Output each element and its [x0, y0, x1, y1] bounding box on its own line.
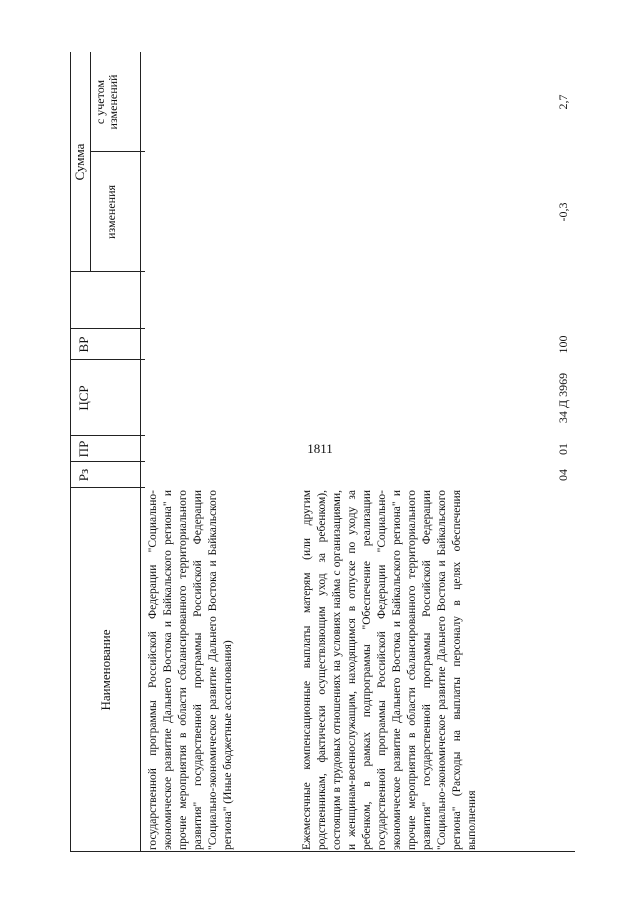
sum-divider [90, 52, 91, 272]
header-sum: Сумма [72, 143, 87, 181]
header-change: изменения [104, 184, 118, 240]
header-with-changes: с учетом изменений [93, 74, 120, 130]
row-2-vr: 100 [556, 335, 570, 354]
row-2-rz: 04 [556, 469, 570, 481]
header-name: Наименование [98, 629, 113, 711]
header-rz: Рз [76, 468, 91, 482]
table-top-border [70, 52, 71, 852]
page-number: 1811 [307, 441, 333, 456]
header-pr: ПР [76, 440, 91, 458]
header-bottom-border [140, 52, 141, 852]
row-1-name-text: государственной программы Российской Федерации "Социально-экономическое развитие Дальнего Востока и Байкальского региона" и прочие мероприятия в области сбалансированного территориального развития" государственной программы Российской Федерации "Социально-экономическое развитие Дальнего Востока и Байкальского региона" (Иные бюджетные ассигнования) [147, 490, 234, 850]
row-2-name [300, 490, 480, 850]
table-left-border [70, 851, 575, 852]
row-1-name [146, 490, 236, 850]
row-2-with-changes: 2,7 [556, 94, 570, 110]
budget-table [70, 52, 575, 852]
row-2-change: -0,3 [556, 202, 570, 222]
header-vr: ВР [76, 336, 91, 353]
row-2-csr: 34 Д 3969 [556, 372, 570, 424]
row-2-name-text: Ежемесячные компенсационные выплаты матерям (или другим родственникам, фактически осуществляющим уход за ребенком), состоящим в трудовых отношениях на условиях найма с организациями, и женщинам-военнослужащим, находящимся в отпуске по уходу за ребенком, в рамках подпрограммы "Обеспечение реализации государственной программы Российской Федерации "Социально-экономическое развитие Дальнего Востока и Байкальского региона" и прочие мероприятия в области сбалансированного территориального развития" государственной программы Российской Федерации "Социально-экономическое развитие Дальнего Востока и Байкальского региона" (Расходы на выплаты персоналу в целях обеспечения выполнения [301, 490, 478, 850]
row-2-pr: 01 [556, 443, 570, 455]
header-csr: ЦСР [76, 385, 91, 411]
